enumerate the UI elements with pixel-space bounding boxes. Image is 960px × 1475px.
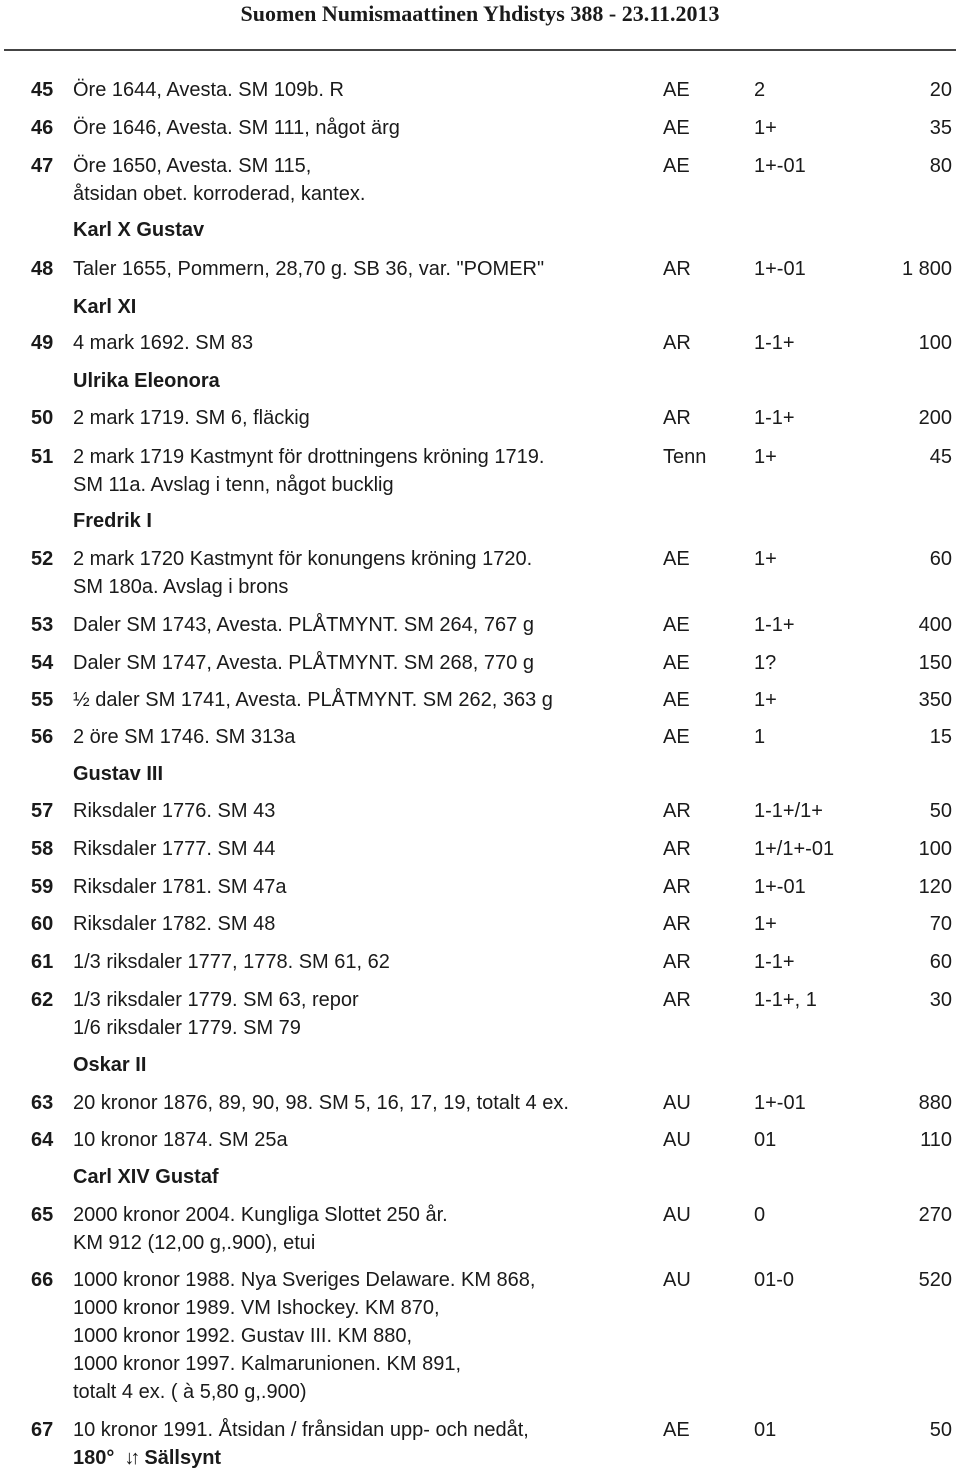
lot-description xyxy=(73,255,653,283)
description-line: SM 180a. Avslag i brons xyxy=(73,576,289,598)
lot-metal: AE xyxy=(663,548,690,570)
lot-description xyxy=(73,114,653,142)
lot-description xyxy=(73,152,653,208)
description-line: Daler SM 1747, Avesta. PLÅTMYNT. SM 268, 770 g xyxy=(73,652,534,674)
lot-price: 20 xyxy=(929,79,952,101)
lot-description xyxy=(73,835,653,863)
lot-description xyxy=(73,873,653,901)
lot-metal: AU xyxy=(663,1092,691,1114)
lot-price: 50 xyxy=(929,800,952,822)
lot-metal: AE xyxy=(663,652,690,674)
page-title: Suomen Numismaattinen Yhdistys 388 - 23.11.2013 xyxy=(240,1,720,26)
description-line: 2000 kronor 2004. Kungliga Slottet 250 år. xyxy=(73,1204,448,1226)
lot-number: 60 xyxy=(31,913,54,935)
lot-metal: AE xyxy=(663,614,690,636)
lot-description xyxy=(73,948,653,976)
lot-description xyxy=(73,1089,653,1117)
lot-metal: AR xyxy=(663,332,691,354)
lot-description xyxy=(73,797,653,825)
lot-metal: AU xyxy=(663,1269,691,1291)
lot-grade: 1+ xyxy=(754,913,777,935)
description-line: 2 öre SM 1746. SM 313a xyxy=(73,726,296,748)
lot-metal: AE xyxy=(663,689,690,711)
lot-grade: 1+-01 xyxy=(754,1092,806,1114)
lot-description xyxy=(73,1126,653,1154)
rarity-note: Sällsynt xyxy=(144,1447,222,1469)
lot-number: 50 xyxy=(31,407,54,429)
description-line: 10 kronor 1991. Åtsidan / frånsidan upp- och nedåt, xyxy=(73,1419,529,1441)
lot-grade: 1-1+ xyxy=(754,332,795,354)
lot-grade: 1+ xyxy=(754,446,777,468)
lot-description xyxy=(73,649,653,677)
lot-number: 65 xyxy=(31,1204,54,1226)
lot-grade: 1+ xyxy=(754,689,777,711)
lot-metal: AE xyxy=(663,726,690,748)
lot-grade: 1+-01 xyxy=(754,155,806,177)
lot-number: 56 xyxy=(31,726,54,748)
description-line: 1000 kronor 1988. Nya Sveriges Delaware. KM 868, xyxy=(73,1269,536,1291)
lot-price: 110 xyxy=(920,1129,952,1151)
description-line: 10 kronor 1874. SM 25a xyxy=(73,1129,288,1151)
lot-grade: 1? xyxy=(754,652,777,674)
lot-description xyxy=(73,443,653,499)
description-line: 1/3 riksdaler 1779. SM 63, repor xyxy=(73,989,359,1011)
lot-grade: 2 xyxy=(754,79,766,101)
lot-number: 62 xyxy=(31,989,54,1011)
lot-number: 66 xyxy=(31,1269,54,1291)
lot-price: 400 xyxy=(918,614,952,636)
lot-description xyxy=(73,910,653,938)
lot-grade: 01 xyxy=(754,1419,777,1441)
lot-price: 60 xyxy=(929,548,952,570)
lot-price: 200 xyxy=(918,407,952,429)
lot-description xyxy=(73,1266,653,1406)
lot-number: 52 xyxy=(31,548,54,570)
description-line: 2 mark 1719 Kastmynt för drottningens kröning 1719. xyxy=(73,446,545,468)
lot-description xyxy=(73,686,653,714)
lot-description xyxy=(73,76,653,104)
lot-grade: 1+-01 xyxy=(754,258,806,280)
lot-number: 46 xyxy=(31,117,54,139)
description-line: åtsidan obet. korroderad, kantex. xyxy=(73,183,366,205)
lot-price: 50 xyxy=(929,1419,952,1441)
lot-number: 58 xyxy=(31,838,54,860)
description-line: 20 kronor 1876, 89, 90, 98. SM 5, 16, 17, 19, totalt 4 ex. xyxy=(73,1092,569,1114)
section-heading: Karl X Gustav xyxy=(73,219,205,241)
lot-price: 120 xyxy=(918,876,952,898)
lot-price: 520 xyxy=(918,1269,952,1291)
lot-grade: 1+ xyxy=(754,548,777,570)
lot-metal: Tenn xyxy=(663,446,707,468)
lot-grade: 01-0 xyxy=(754,1269,795,1291)
section-heading: Gustav III xyxy=(73,763,164,785)
lot-metal: AE xyxy=(663,1419,690,1441)
section-heading: Ulrika Eleonora xyxy=(73,370,220,392)
up-down-arrows-icon: ↓↑ xyxy=(124,1447,137,1469)
lot-price: 60 xyxy=(929,951,952,973)
description-line: 4 mark 1692. SM 83 xyxy=(73,332,254,354)
lot-metal: AE xyxy=(663,117,690,139)
lot-number: 67 xyxy=(31,1419,54,1441)
section-heading: Karl XI xyxy=(73,296,137,318)
description-line xyxy=(73,1444,653,1472)
lot-description xyxy=(73,723,653,751)
lot-price: 70 xyxy=(929,913,952,935)
lot-grade: 1-1+, 1 xyxy=(754,989,817,1011)
description-line: Riksdaler 1782. SM 48 xyxy=(73,913,276,935)
lot-description xyxy=(73,545,653,601)
description-line: Taler 1655, Pommern, 28,70 g. SB 36, var. "POMER" xyxy=(73,258,545,280)
lot-number: 47 xyxy=(31,155,54,177)
lot-number: 57 xyxy=(31,800,54,822)
lot-grade: 1 xyxy=(754,726,766,748)
description-line: ½ daler SM 1741, Avesta. PLÅTMYNT. SM 262, 363 g xyxy=(73,689,553,711)
lot-metal: AR xyxy=(663,913,691,935)
section-heading: Fredrik I xyxy=(73,510,152,532)
description-line: 2 mark 1720 Kastmynt för konungens kröning 1720. xyxy=(73,548,533,570)
description-line: totalt 4 ex. ( à 5,80 g,.900) xyxy=(73,1381,307,1403)
lot-metal: AR xyxy=(663,989,691,1011)
lot-grade: 1-1+ xyxy=(754,407,795,429)
lot-grade: 01 xyxy=(754,1129,777,1151)
lot-grade: 1-1+ xyxy=(754,614,795,636)
lot-price: 350 xyxy=(918,689,952,711)
lot-number: 59 xyxy=(31,876,54,898)
lot-number: 53 xyxy=(31,614,54,636)
lot-metal: AE xyxy=(663,79,690,101)
description-line: 1000 kronor 1997. Kalmarunionen. KM 891, xyxy=(73,1353,462,1375)
description-line: 1/3 riksdaler 1777, 1778. SM 61, 62 xyxy=(73,951,390,973)
lot-number: 63 xyxy=(31,1092,54,1114)
lot-description xyxy=(73,1201,653,1257)
lot-metal: AR xyxy=(663,407,691,429)
section-heading: Oskar II xyxy=(73,1054,147,1076)
lot-price: 15 xyxy=(929,726,952,748)
lot-price: 45 xyxy=(929,446,952,468)
lot-price: 80 xyxy=(929,155,952,177)
description-line: 1000 kronor 1992. Gustav III. KM 880, xyxy=(73,1325,413,1347)
description-line: Riksdaler 1781. SM 47a xyxy=(73,876,287,898)
lot-grade: 1+-01 xyxy=(754,876,806,898)
lot-description xyxy=(73,611,653,639)
lot-metal: AE xyxy=(663,155,690,177)
description-line: 1000 kronor 1989. VM Ishockey. KM 870, xyxy=(73,1297,440,1319)
lot-price: 30 xyxy=(929,989,952,1011)
description-line: Öre 1650, Avesta. SM 115, xyxy=(73,155,312,177)
description-line: KM 912 (12,00 g,.900), etui xyxy=(73,1232,316,1254)
description-line: Riksdaler 1776. SM 43 xyxy=(73,800,276,822)
lot-metal: AU xyxy=(663,1204,691,1226)
lot-description xyxy=(73,329,653,357)
lot-grade: 1+/1+-01 xyxy=(754,838,835,860)
lot-metal: AR xyxy=(663,951,691,973)
degree-label: 180° xyxy=(73,1447,115,1469)
description-line: Öre 1644, Avesta. SM 109b. R xyxy=(73,79,344,101)
description-line: 2 mark 1719. SM 6, fläckig xyxy=(73,407,310,429)
lot-description xyxy=(73,1416,653,1472)
lot-number: 45 xyxy=(31,79,54,101)
lot-description xyxy=(73,986,653,1042)
lot-grade: 0 xyxy=(754,1204,766,1226)
lot-number: 55 xyxy=(31,689,54,711)
lot-metal: AU xyxy=(663,1129,691,1151)
description-line: SM 11a. Avslag i tenn, något bucklig xyxy=(73,474,394,496)
lot-number: 48 xyxy=(31,258,54,280)
description-line: Riksdaler 1777. SM 44 xyxy=(73,838,276,860)
lot-price: 270 xyxy=(918,1204,952,1226)
lot-price: 35 xyxy=(929,117,952,139)
description-line: Öre 1646, Avesta. SM 111, något ärg xyxy=(73,117,400,139)
lot-number: 61 xyxy=(31,951,54,973)
lot-grade: 1+ xyxy=(754,117,777,139)
lot-metal: AR xyxy=(663,258,691,280)
lot-price: 150 xyxy=(918,652,952,674)
lot-grade: 1-1+/1+ xyxy=(754,800,823,822)
description-line: Daler SM 1743, Avesta. PLÅTMYNT. SM 264, 767 g xyxy=(73,614,534,636)
description-line: 1/6 riksdaler 1779. SM 79 xyxy=(73,1017,301,1039)
lot-metal: AR xyxy=(663,800,691,822)
lot-number: 49 xyxy=(31,332,54,354)
lot-number: 51 xyxy=(31,446,54,468)
lot-number: 54 xyxy=(31,652,54,674)
lot-price: 1 800 xyxy=(901,258,952,280)
lot-metal: AR xyxy=(663,838,691,860)
lot-price: 880 xyxy=(918,1092,952,1114)
lot-price: 100 xyxy=(918,838,952,860)
lot-grade: 1-1+ xyxy=(754,951,795,973)
lot-metal: AR xyxy=(663,876,691,898)
section-heading: Carl XIV Gustaf xyxy=(73,1166,219,1188)
lot-description xyxy=(73,404,653,432)
lot-price: 100 xyxy=(918,332,952,354)
lot-number: 64 xyxy=(31,1129,54,1151)
